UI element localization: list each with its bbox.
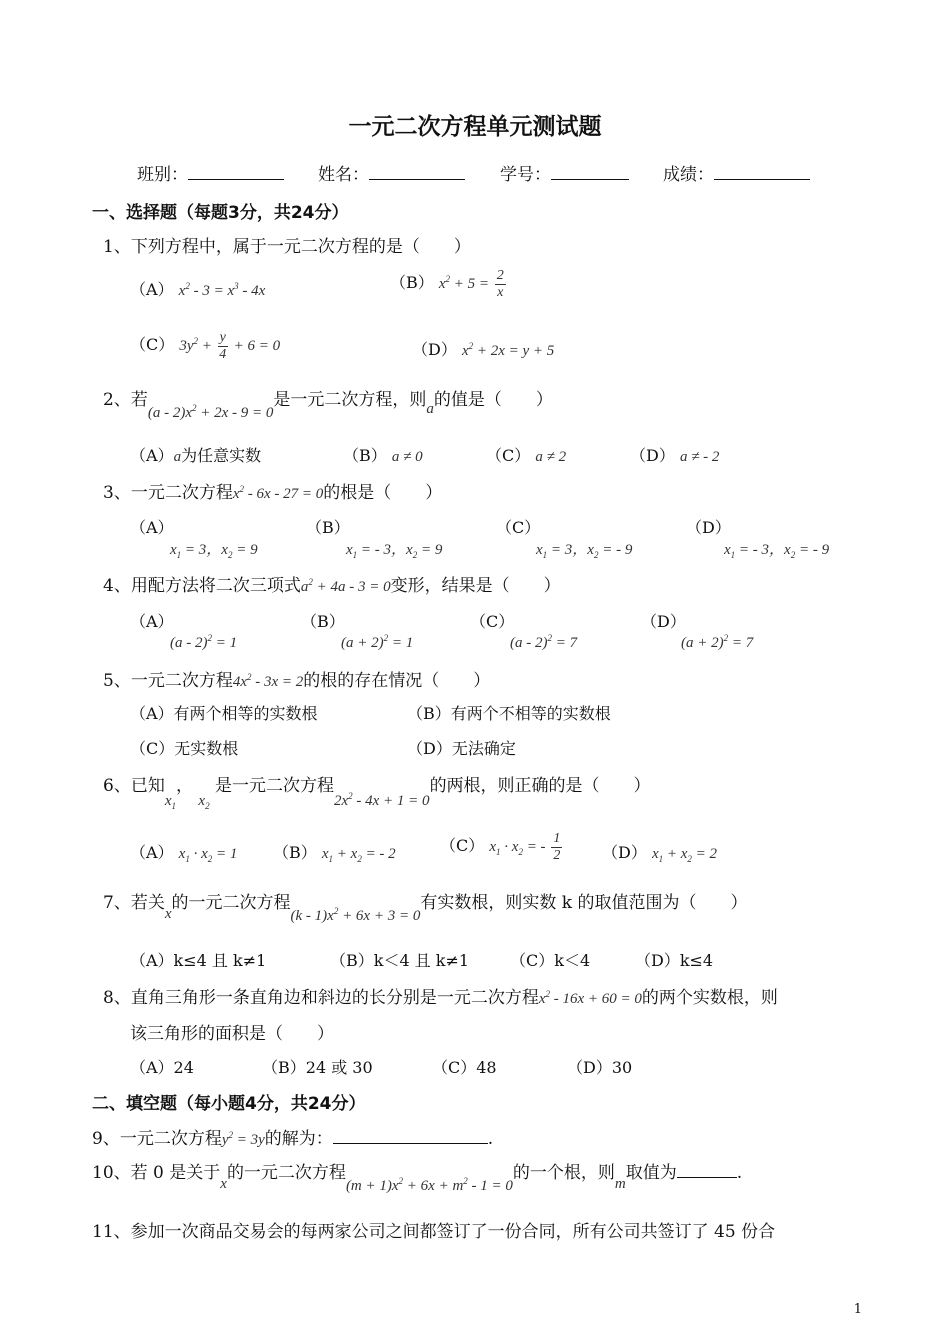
- question-9-stem: 9、一元二次方程$y^2 = 3y$的解为： .: [92, 1129, 494, 1149]
- q3-option-d[interactable]: （D） $x_1$ = - 3，$x_2$ = - 9: [686, 518, 830, 560]
- q1-a-math: $x^2 - 3 = x^3 - 4x$: [178, 281, 266, 299]
- q4-option-a[interactable]: （A） (a - 2)$^2$ = 1: [130, 612, 238, 651]
- q3-math: $x^2 - 6x - 27 = 0$: [232, 484, 324, 502]
- q3-b-math: $x_1$ = - 3，$x_2 = 9$: [346, 542, 443, 560]
- name-blank[interactable]: [369, 165, 465, 180]
- q6-a-math: $x_1 \cdot x_2 = 1$: [178, 846, 238, 864]
- q4-option-b[interactable]: （B） $(a + 2)^2 = 1$: [301, 612, 414, 651]
- q4-option-c[interactable]: （C） (a - 2)$^2$ = 7: [470, 612, 578, 651]
- class-label: 班别：: [137, 165, 188, 185]
- q6-option-a[interactable]: （A） $x_1 \cdot x_2 = 1$: [130, 843, 238, 864]
- q5-option-b[interactable]: （B）有两个不相等的实数根: [407, 704, 611, 723]
- q3-c-math: $x_1 = 3$，$x_2$ = - 9: [536, 542, 633, 560]
- q3-option-b[interactable]: （B） $x_1$ = - 3，$x_2 = 9$: [306, 518, 443, 560]
- question-10-stem: 10、若 0 是关于x的一元二次方程$(m + 1)x^2 + 6x + m^2 - 1 = 0$的一个根，则m取值为 .: [92, 1163, 743, 1194]
- q8-option-b[interactable]: （B）24 或 30: [262, 1058, 373, 1077]
- q5-option-a[interactable]: （A）有两个相等的实数根: [130, 704, 318, 723]
- id-blank[interactable]: [551, 165, 629, 180]
- name-field: [318, 160, 465, 185]
- page-number: 1: [853, 1302, 862, 1317]
- class-field: [137, 160, 284, 185]
- q2-option-d[interactable]: （D） a ≠ - 2: [630, 446, 720, 465]
- q4-c-math: (a - 2)$^2$ = 7: [510, 633, 578, 651]
- section-2-heading: 二、填空题（每小题4分，共24分）: [92, 1094, 366, 1114]
- q5-option-c[interactable]: （C）无实数根: [130, 739, 239, 758]
- q6-x1: $x_1$: [164, 793, 176, 811]
- q4-math: $a^2 + 4a - 3 = 0$: [300, 577, 391, 595]
- score-blank[interactable]: [714, 165, 810, 180]
- q4-d-math: $(a + 2)^2 = 7$: [681, 633, 754, 651]
- q8-option-c[interactable]: （C）48: [432, 1058, 497, 1077]
- section-1-heading: 一、选择题（每题3分，共24分）: [92, 203, 349, 223]
- q2-math: $(a - 2)x^2 + 2x - 9 = 0$: [147, 403, 274, 421]
- q1-option-a[interactable]: （A） $x^2 - 3 = x^3 - 4x$: [130, 280, 266, 299]
- question-6-stem: 6、已知$x_1$， $x_2$ 是一元二次方程$2x^2 - 4x + 1 = 0$的两根，则正确的是（ ）: [103, 776, 651, 811]
- q1-option-b[interactable]: （B） $x^2 + 5$ = $\frac{2}{x}$: [390, 268, 508, 301]
- question-7-stem: 7、若关x的一元二次方程$(k - 1)x^2 + 6x + 3 = 0$有实数根，则实数 k 的取值范围为（ ）: [103, 893, 748, 924]
- q6-x2: $x_2$: [198, 793, 210, 811]
- page-title: 一元二次方程单元测试题: [348, 114, 602, 140]
- q9-math: $y^2 = 3y$: [221, 1130, 265, 1148]
- q2-option-a[interactable]: （A）a为任意实数: [130, 446, 262, 465]
- question-2-stem: 2、若$(a - 2)x^2 + 2x - 9 = 0$是一元二次方程，则a的值是（ ）: [103, 390, 553, 421]
- q7-option-b[interactable]: （B）k＜4 且 k≠1: [330, 951, 470, 970]
- q9-answer-blank[interactable]: [333, 1129, 488, 1144]
- q8-option-a[interactable]: （A）24: [130, 1058, 194, 1077]
- q3-option-a[interactable]: （A） $x_1 = 3$，$x_2 = 9$: [130, 518, 258, 560]
- question-8-line2: 该三角形的面积是（ ）: [130, 1024, 334, 1044]
- q7-option-d[interactable]: （D）k≤4: [635, 951, 714, 970]
- q3-d-math: $x_1$ = - 3，$x_2$ = - 9: [724, 542, 830, 560]
- question-4-stem: 4、用配方法将二次三项式$a^2 + 4a - 3 = 0$变形，结果是（ ）: [103, 576, 561, 596]
- q6-option-c[interactable]: （C） $x_1 \cdot x_2$ = - $\frac{1}{2}$: [440, 831, 564, 864]
- q6-b-math: $x_1 + x_2$ = - 2: [321, 846, 396, 864]
- name-label: 姓名：: [318, 165, 369, 185]
- question-11-stem: 11、参加一次商品交易会的每两家公司之间都签订了一份合同，所有公司共签订了 45 份合: [92, 1222, 776, 1242]
- question-5-stem: 5、一元二次方程$4x^2 - 3x = 2$的根的存在情况（ ）: [103, 671, 491, 691]
- q5-math: $4x^2 - 3x = 2$: [232, 672, 304, 690]
- q1-b-math: $x^2 + 5$ = $\frac{2}{x}$: [438, 268, 504, 300]
- q1-c-math: $3y^2$ + $\frac{y}{4}$ + 6 = 0: [179, 330, 281, 362]
- q6-option-b[interactable]: （B） $x_1 + x_2$ = - 2: [273, 843, 396, 864]
- q2-option-b[interactable]: （B） a ≠ 0: [343, 446, 423, 465]
- score-label: 成绩：: [663, 165, 714, 185]
- q10-math: $(m + 1)x^2 + 6x + m^2 - 1 = 0$: [345, 1176, 513, 1194]
- q10-answer-blank[interactable]: [677, 1163, 737, 1178]
- q1-option-c[interactable]: （C） $3y^2$ + $\frac{y}{4}$ + 6 = 0: [130, 330, 281, 362]
- q7-option-c[interactable]: （C）k＜4: [510, 951, 591, 970]
- class-blank[interactable]: [188, 165, 284, 180]
- q1-option-d[interactable]: （D） $x^2 + 2x = y + 5$: [412, 340, 555, 359]
- q6-math: $2x^2 - 4x + 1 = 0$: [333, 791, 430, 809]
- q8-math: $x^2 - 16x + 60 = 0$: [538, 989, 642, 1007]
- q6-d-math: $x_1 + x_2 = 2$: [651, 846, 718, 864]
- q6-c-math: $x_1 \cdot x_2$ = - $\frac{1}{2}$: [489, 831, 561, 863]
- q6-option-d[interactable]: （D） $x_1 + x_2 = 2$: [602, 843, 718, 864]
- q4-b-math: $(a + 2)^2 = 1$: [341, 633, 414, 651]
- q4-a-math: (a - 2)$^2$ = 1: [170, 633, 238, 651]
- q7-option-a[interactable]: （A）k≤4 且 k≠1: [130, 951, 267, 970]
- question-8-stem: 8、直角三角形一条直角边和斜边的长分别是一元二次方程$x^2 - 16x + 60 = 0$的两个实数根，则: [103, 988, 778, 1008]
- q3-a-math: $x_1 = 3$，$x_2 = 9$: [170, 542, 258, 560]
- q4-option-d[interactable]: （D） $(a + 2)^2 = 7$: [641, 612, 754, 651]
- q3-option-c[interactable]: （C） $x_1 = 3$，$x_2$ = - 9: [496, 518, 633, 560]
- id-field: [500, 160, 629, 185]
- score-field: [663, 160, 810, 185]
- question-3-stem: 3、一元二次方程$x^2 - 6x - 27 = 0$的根是（ ）: [103, 483, 443, 503]
- q7-math: $(k - 1)x^2 + 6x + 3 = 0$: [290, 906, 421, 924]
- q5-option-d[interactable]: （D）无法确定: [407, 739, 516, 758]
- q2-option-c[interactable]: （C） a ≠ 2: [486, 446, 567, 465]
- q1-d-math: $x^2 + 2x = y + 5$: [461, 341, 555, 359]
- question-1-stem: 1、下列方程中，属于一元二次方程的是（ ）: [103, 237, 471, 257]
- id-label: 学号：: [500, 165, 551, 185]
- q8-option-d[interactable]: （D）30: [567, 1058, 633, 1077]
